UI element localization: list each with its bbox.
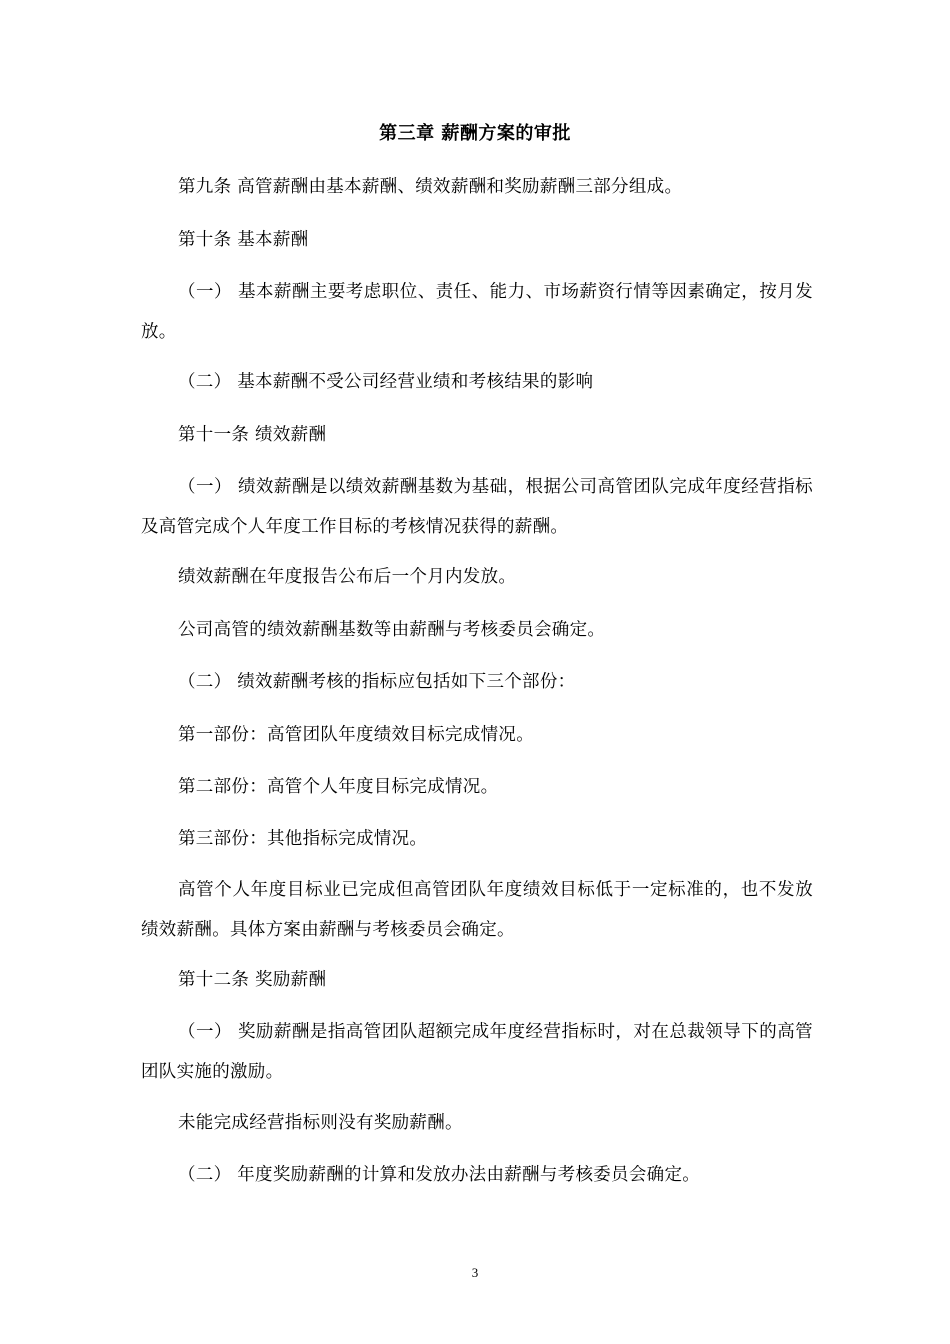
paragraph-performance-base: 公司高管的绩效薪酬基数等由薪酬与考核委员会确定。 — [178, 620, 606, 640]
paragraph-article-12-item-2: （二） 年度奖励薪酬的计算和发放办法由薪酬与考核委员会确定。 — [178, 1165, 701, 1185]
paragraph-article-11-item-1: （一） 绩效薪酬是以绩效薪酬基数为基础，根据公司高管团队完成年度经营指标及高管完成个人年度工作目标的考核情况获得的薪酬。 — [141, 477, 813, 537]
paragraph-article-12-heading: 第十二条 奖励薪酬 — [178, 970, 327, 990]
paragraph-article-11-item-2: （二） 绩效薪酬考核的指标应包括如下三个部份： — [178, 672, 576, 692]
paragraph-article-12-item-1: （一） 奖励薪酬是指高管团队超额完成年度经营指标时，对在总裁领导下的高管团队实施的激励。 — [141, 1022, 813, 1082]
paragraph-performance-condition: 高管个人年度目标业已完成但高管团队年度绩效目标低于一定标准的，也不发放绩效薪酬。具体方案由薪酬与考核委员会确定。 — [141, 880, 813, 940]
paragraph-article-9: 第九条 高管薪酬由基本薪酬、绩效薪酬和奖励薪酬三部分组成。 — [178, 177, 683, 197]
paragraph-part-2: 第二部份：高管个人年度目标完成情况。 — [178, 777, 499, 797]
chapter-title: 第三章 薪酬方案的审批 — [379, 123, 571, 144]
paragraph-no-bonus: 未能完成经营指标则没有奖励薪酬。 — [178, 1113, 463, 1133]
paragraph-performance-payment-timing: 绩效薪酬在年度报告公布后一个月内发放。 — [178, 567, 517, 587]
paragraph-article-10-item-1: （一） 基本薪酬主要考虑职位、责任、能力、市场薪资行情等因素确定，按月发放。 — [141, 282, 813, 342]
paragraph-article-11-heading: 第十一条 绩效薪酬 — [178, 425, 327, 445]
paragraph-article-10-heading: 第十条 基本薪酬 — [178, 230, 309, 250]
paragraph-part-3: 第三部份：其他指标完成情况。 — [178, 829, 428, 849]
page-number: 3 — [471, 1265, 479, 1280]
paragraph-part-1: 第一部份：高管团队年度绩效目标完成情况。 — [178, 725, 534, 745]
paragraph-article-10-item-2: （二） 基本薪酬不受公司经营业绩和考核结果的影响 — [178, 372, 594, 392]
